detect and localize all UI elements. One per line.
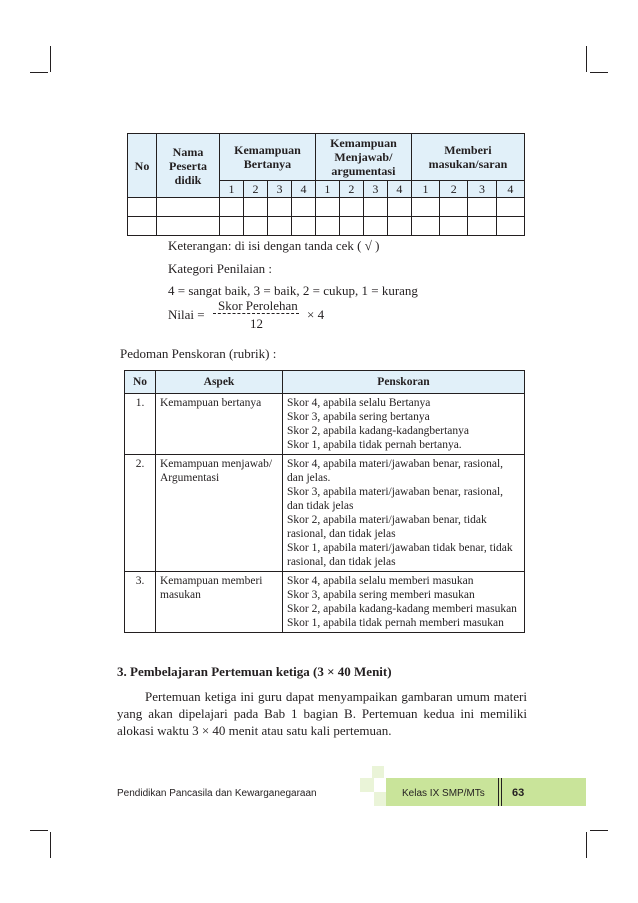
table-row [128,217,525,236]
skor-line: Skor 3, apabila sering bertanya [287,411,430,423]
score-header: 1 [315,181,339,198]
score-header: 2 [440,181,468,198]
keterangan-text: Keterangan: di isi dengan tanda cek ( √ ) [168,238,380,253]
rubric-aspek: Kemampuan memberi masukan [156,572,283,633]
header-menjawab [315,134,411,181]
rubric-header-no: No [125,371,156,394]
crop-mark [30,72,48,73]
pedoman-title: Pedoman Penskoran (rubrik) : [120,346,277,361]
crop-mark [50,46,51,72]
rubric-no: 3. [125,572,156,633]
skor-line: Skor 2, apabila kadang-kadang memberi masukan [287,603,517,615]
kategori-values: 4 = sangat baik, 3 = baik, 2 = cukup, 1 = kurang [168,283,418,298]
rubric-skor [283,394,525,455]
header-bertanya [220,134,316,181]
header-menjawab-line: argumentasi [331,164,396,178]
crop-mark [50,832,51,858]
formula-denominator: 12 [250,316,263,331]
header-memberi-line: Memberi [444,143,492,157]
score-header: 4 [387,181,411,198]
score-header: 4 [291,181,315,198]
rubric-header-aspek: Aspek [156,371,283,394]
page-number: 63 [512,787,525,799]
skor-line: Skor 2, apabila materi/jawaban benar, tidak rasional, dan tidak jelas [287,514,487,540]
skor-line: Skor 3, apabila materi/jawaban benar, rasional, dan tidak jelas [287,486,504,512]
header-bertanya-line: Bertanya [243,157,292,171]
formula-multiplier: × 4 [307,307,325,322]
rubric-no: 1. [125,394,156,455]
score-header: 2 [243,181,267,198]
formula-numerator: Skor Perolehan [218,298,298,313]
crop-mark [586,832,587,858]
skor-line: Skor 4, apabila selalu Bertanya [287,397,431,409]
header-menjawab-line: Kemampuan [330,136,397,150]
score-header: 3 [267,181,291,198]
assessment-table [127,133,525,236]
crop-mark [590,830,608,831]
header-menjawab-line: Menjawab/ [334,150,393,164]
crop-mark [586,46,587,72]
footer-decoration [360,778,374,792]
score-header: 1 [220,181,244,198]
score-header: 2 [339,181,363,198]
rubric-header-penskoran: Penskoran [283,371,525,394]
header-memberi [411,134,524,181]
rubric-aspek: Kemampuan bertanya [156,394,283,455]
crop-mark [30,830,48,831]
header-nama-line: didik [174,172,202,187]
header-bertanya-line: Kemampuan [234,143,301,157]
header-memberi-line: masukan/saran [428,157,508,171]
skor-line: Skor 3, apabila sering memberi masukan [287,589,475,601]
skor-line: Skor 4, apabila materi/jawaban benar, rasional, dan jelas. [287,458,504,484]
rubric-table [124,370,525,633]
section-title: 3. Pembelajaran Pertemuan ketiga (3 × 40 Menit) [117,664,392,679]
formula-divider [213,313,299,314]
rubric-skor [283,455,525,572]
footer-divider [501,778,502,806]
skor-line: Skor 1, apabila materi/jawaban tidak benar, tidak rasional, dan tidak jelas [287,542,513,568]
table-row [125,394,525,455]
footer-divider [498,778,499,806]
nilai-label: Nilai = [168,307,205,322]
table-row [128,198,525,217]
header-nama-line: Nama [172,144,204,159]
skor-line: Skor 2, apabila kadang-kadangbertanya [287,425,470,437]
footer-decoration [372,766,384,778]
rubric-aspek: Kemampuan menjawab/ Argumentasi [156,455,283,572]
table-row [125,572,525,633]
footer-book-title: Pendidikan Pancasila dan Kewarganegaraan [117,788,317,799]
table-row [125,455,525,572]
header-nama [157,134,220,198]
score-header: 1 [411,181,439,198]
score-header: 4 [496,181,524,198]
rubric-no: 2. [125,455,156,572]
score-header: 3 [363,181,387,198]
section-paragraph [117,688,527,739]
rubric-skor [283,572,525,633]
paragraph-text: Pertemuan ketiga ini guru dapat menyampaikan gambaran umum materi yang akan dipelajari pada Bab 1 bagian B. Pertemuan kedua ini memiliki alokasi waktu 3 × 40 menit atau satu kali pertemuan. [117,689,527,738]
skor-line: Skor 1, apabila tidak pernah bertanya. [287,439,462,451]
skor-line: Skor 1, apabila tidak pernah memberi masukan [287,617,504,629]
footer-decoration [374,792,386,806]
header-nama-line: Peserta [169,158,207,173]
kategori-title: Kategori Penilaian : [168,261,272,276]
skor-line: Skor 4, apabila selalu memberi masukan [287,575,474,587]
footer-kelas: Kelas IX SMP/MTs [402,788,485,799]
crop-mark [590,72,608,73]
score-header: 3 [468,181,496,198]
header-no: No [128,134,157,198]
